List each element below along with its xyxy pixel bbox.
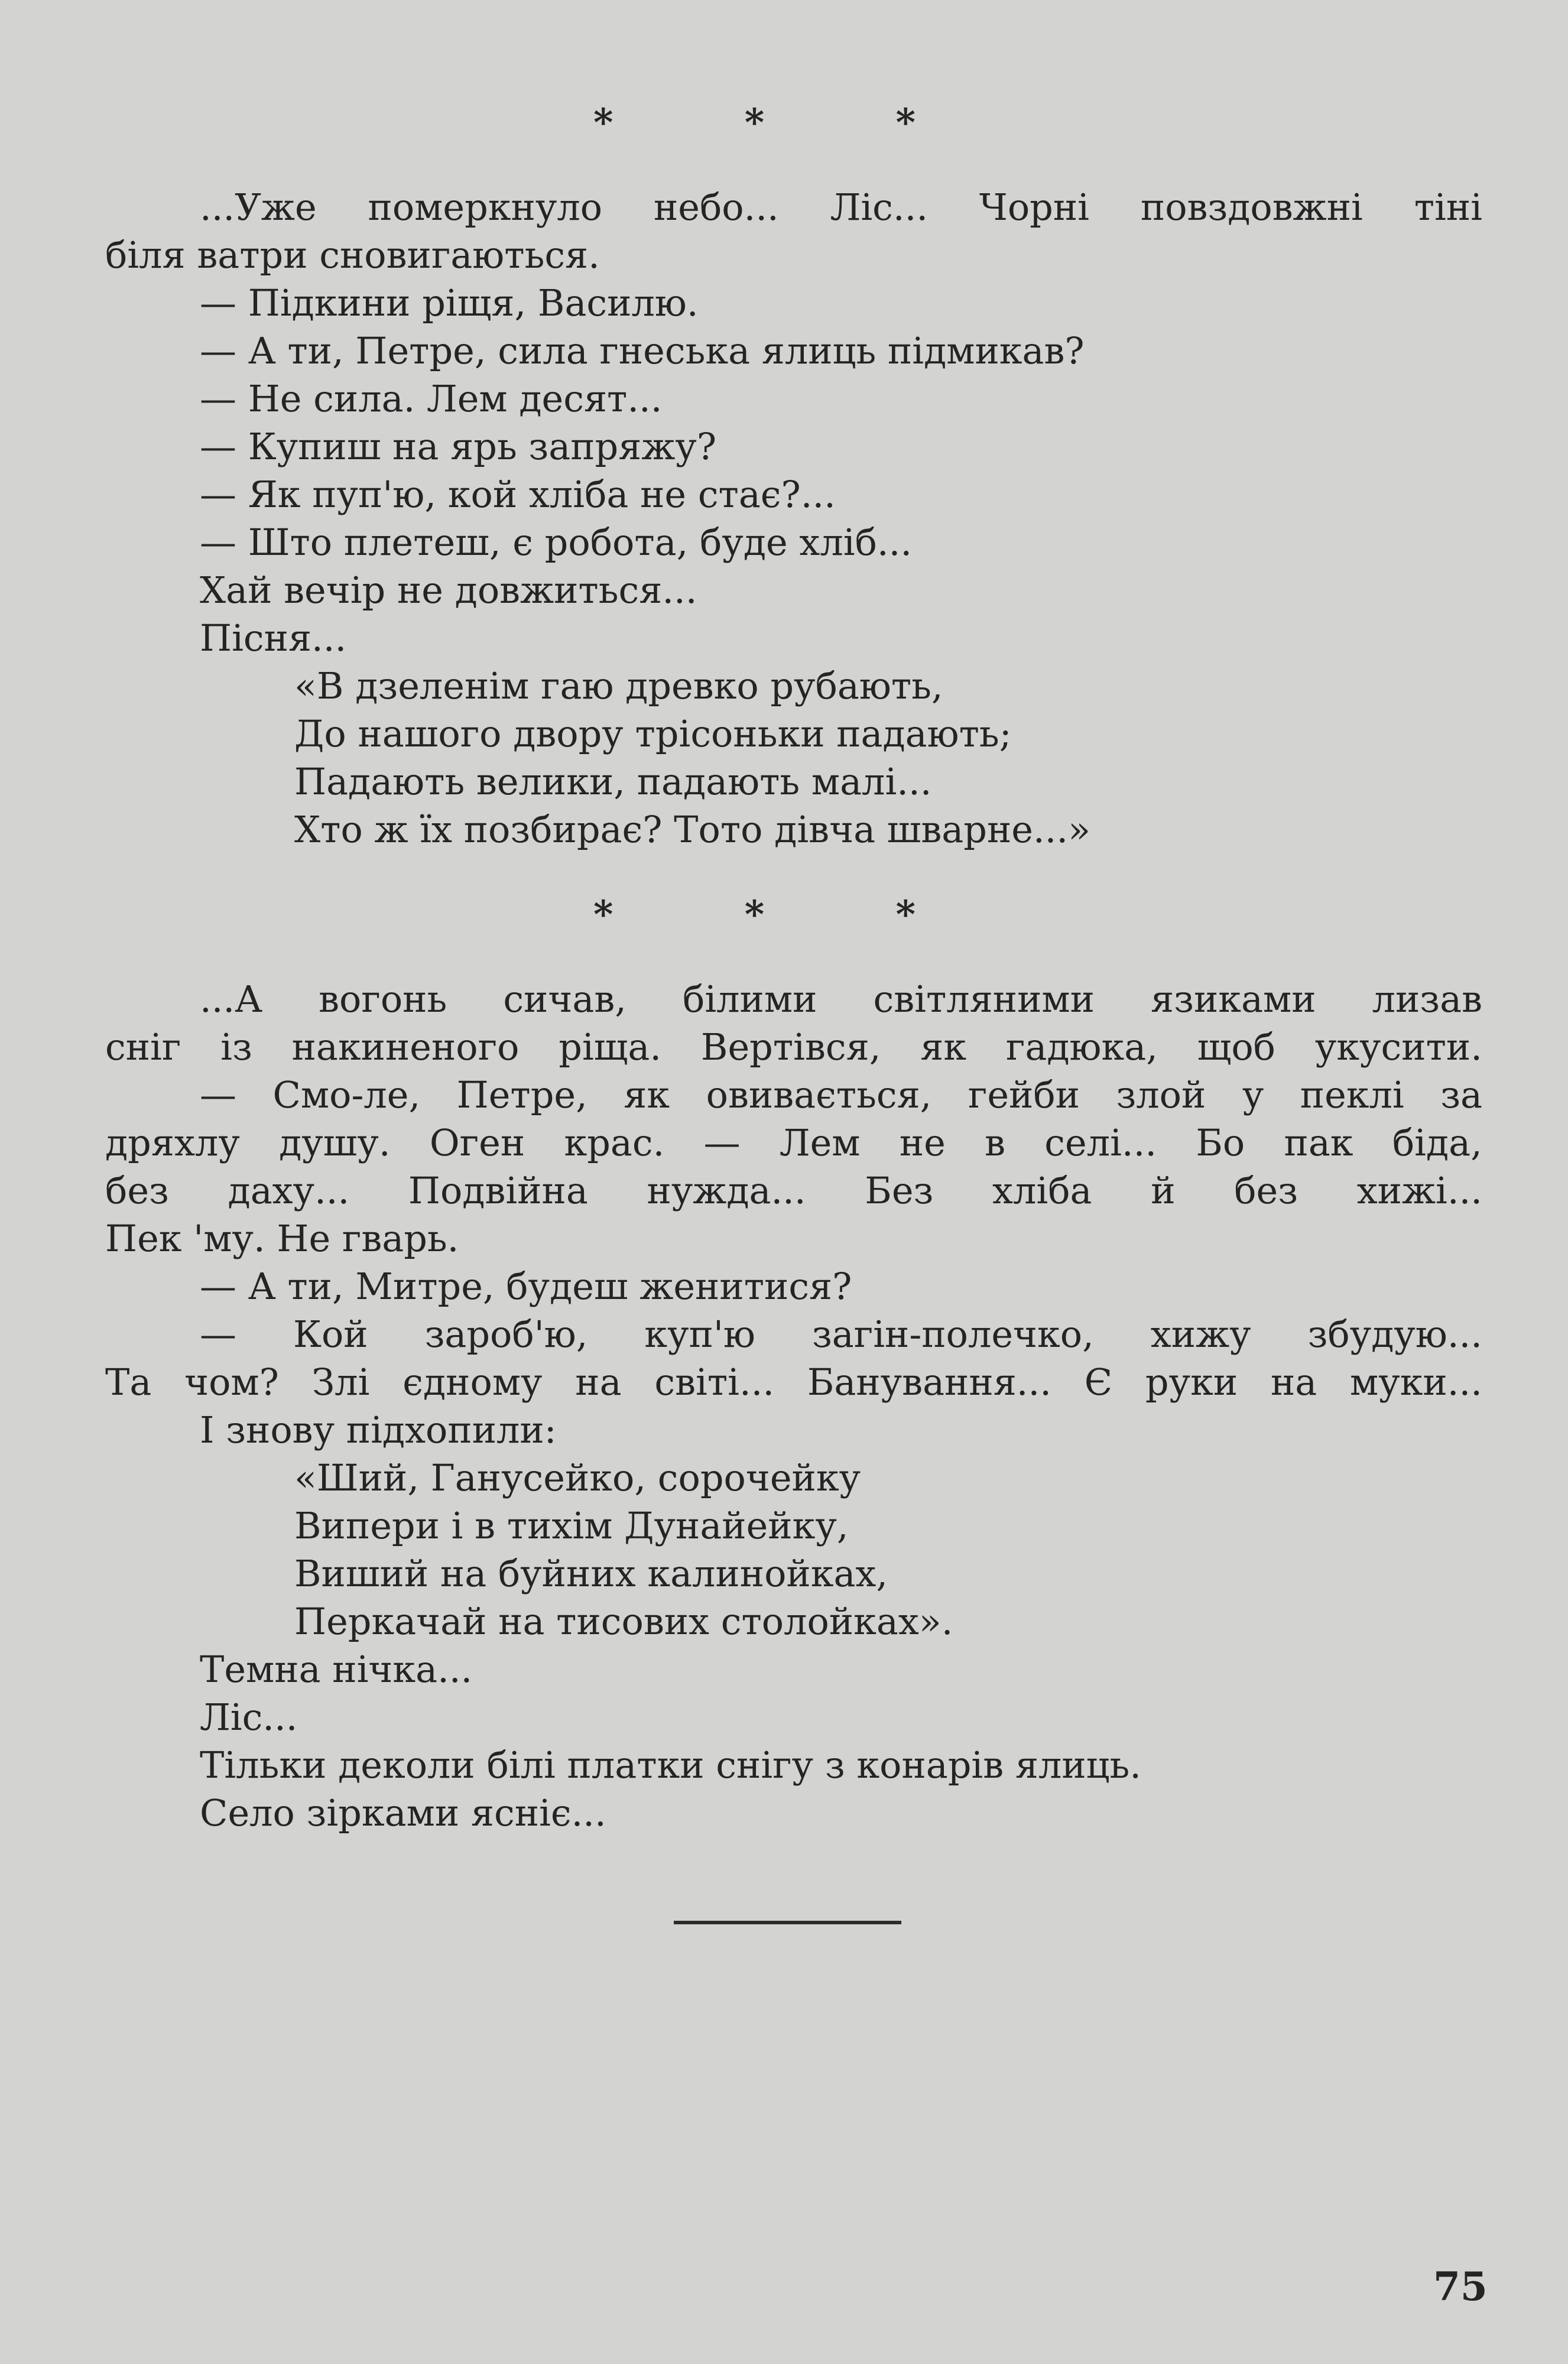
section-separator: * * * [593,892,975,937]
narration-line: Темна нічка... [200,1648,473,1691]
paragraph-line: Та чом? Злі єдному на світі... Банування... Є руки на муки... [105,1360,1482,1404]
song-line: Падають велики, падають малі... [294,760,932,803]
narration-line: Ліс... [200,1696,298,1739]
dialogue-line: — Підкини ріщя, Василю. [200,281,699,324]
dialogue-line: — Што плетеш, є робота, буде хліб... [200,521,913,564]
dialogue-line: — А ти, Петре, сила гнеська ялиць підмикав? [200,329,1085,372]
song-line: Хто ж їх позбирає? Тото дівча шварне...» [294,808,1091,851]
paragraph-line: Пек 'му. Не гварь. [105,1217,459,1260]
dialogue-line: — Купиш на ярь запряжу? [200,425,717,468]
paragraph-line: сніг із накиненого ріща. Вертівся, як гадюка, щоб укусити. [105,1025,1482,1069]
paragraph-line: ...Уже померкнуло небо... Ліс... Чорні повздовжні тіні [200,186,1482,229]
song-line: «Ший, Ганусейко, сорочейку [294,1456,861,1499]
dialogue-line: — Як пуп'ю, кой хліба не стає?... [200,473,836,516]
paragraph-line: — Смо-ле, Петре, як овивається, гейби злой у пеклі за [200,1073,1482,1116]
page-number: 75 [1433,2264,1488,2310]
paragraph-line: біля ватри сновигаються. [105,233,600,277]
narration-line: І знову підхопили: [200,1408,557,1451]
section-1-text [105,183,1482,853]
narration-line: Хай вечір не довжиться... [200,569,697,612]
paragraph-line: дряхлу душу. Оген крас. — Лем не в селі... Бо пак біда, [105,1121,1482,1164]
section-2-text [105,975,1482,1837]
dialogue-line: — А ти, Митре, будеш женитися? [200,1265,852,1308]
paragraph-line: без даху... Подвійна нужда... Без хліба й без хижі... [105,1169,1482,1212]
song-line: Виший на буйних калинойках, [294,1552,888,1595]
end-rule [674,1921,901,1924]
paragraph-line: — Кой зароб'ю, куп'ю загін-полечко, хижу збудую... [200,1313,1482,1356]
section-separator: * * * [593,100,975,145]
song-line: Перкачай на тисових столойках». [294,1600,953,1643]
narration-line: Село зірками ясніє... [200,1791,606,1834]
song-line: Випери і в тихім Дунайейку, [294,1504,849,1547]
song-line: «В дзеленім гаю древко рубають, [294,664,943,707]
paragraph-line: ...А вогонь сичав, білими світляними язиками лизав [200,978,1482,1021]
narration-line: Тільки деколи білі платки снігу з конарів ялиць. [200,1743,1142,1787]
song-line: До нашого двору трісоньки падають; [294,712,1012,755]
dialogue-line: — Не сила. Лем десят... [200,377,663,420]
narration-line: Пісня... [200,616,347,660]
